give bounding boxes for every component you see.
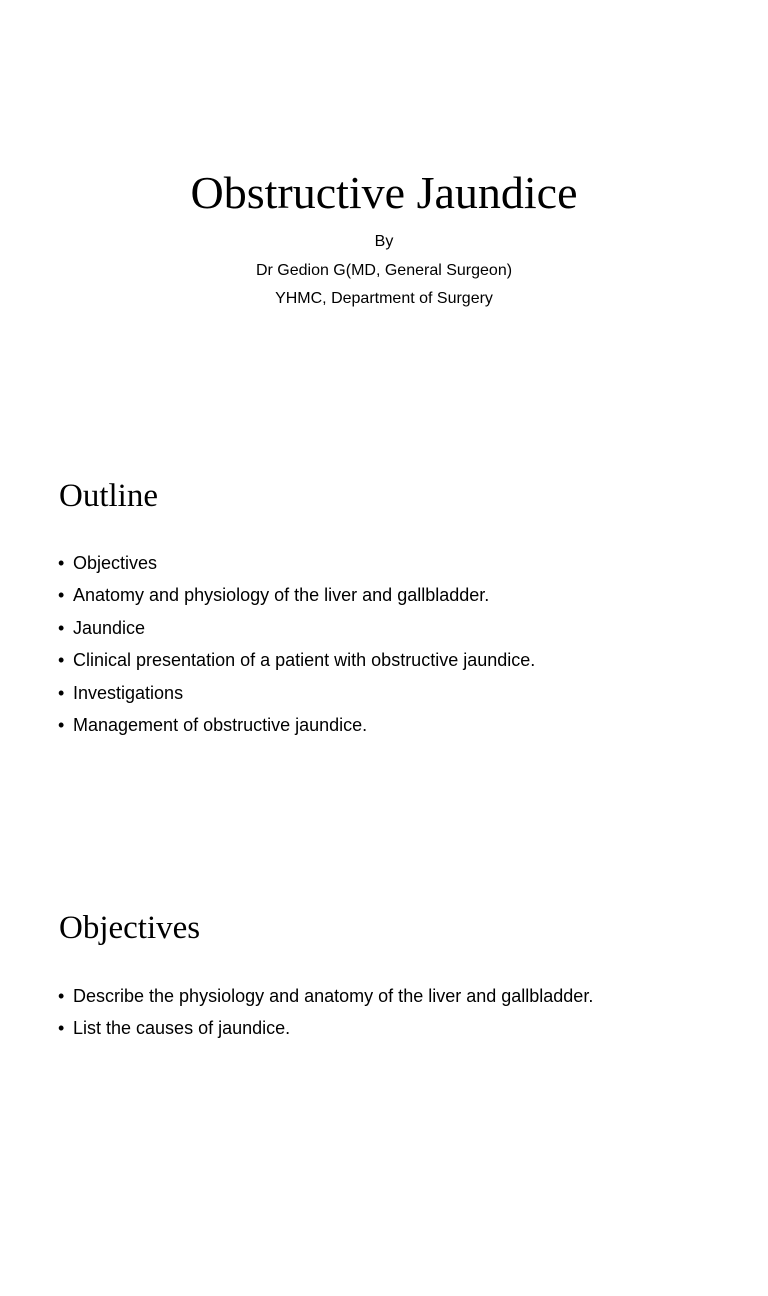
objectives-slide: [0, 864, 768, 1296]
outline-heading: Outline: [59, 478, 158, 514]
outline-bullet-item: • Clinical presentation of a patient with obstructive jaundice.: [58, 644, 535, 676]
objectives-bullet-list: [58, 980, 593, 1045]
subtitle-line-by: By: [374, 233, 394, 250]
subtitle-line-author: Dr Gedion G(MD, General Surgeon): [255, 261, 513, 279]
outline-bullet-item: • Jaundice: [58, 612, 535, 644]
outline-bullet-item: • Management of obstructive jaundice.: [58, 709, 535, 741]
presentation-subtitle: [0, 228, 768, 314]
objectives-bullet-item: • List the causes of jaundice.: [58, 1012, 593, 1044]
objectives-bullet-item: • Describe the physiology and anatomy of the liver and gallbladder.: [58, 980, 593, 1012]
title-slide: [0, 0, 768, 432]
presentation-title: Obstructive Jaundice: [190, 167, 578, 218]
outline-bullet-list: [58, 547, 535, 741]
outline-bullet-item: • Investigations: [58, 677, 535, 709]
outline-bullet-item: • Objectives: [58, 547, 535, 579]
objectives-heading: Objectives: [59, 910, 201, 946]
subtitle-line-affiliation: YHMC, Department of Surgery: [275, 290, 493, 307]
outline-slide: [0, 432, 768, 864]
outline-bullet-item: • Anatomy and physiology of the liver and gallbladder.: [58, 579, 535, 611]
